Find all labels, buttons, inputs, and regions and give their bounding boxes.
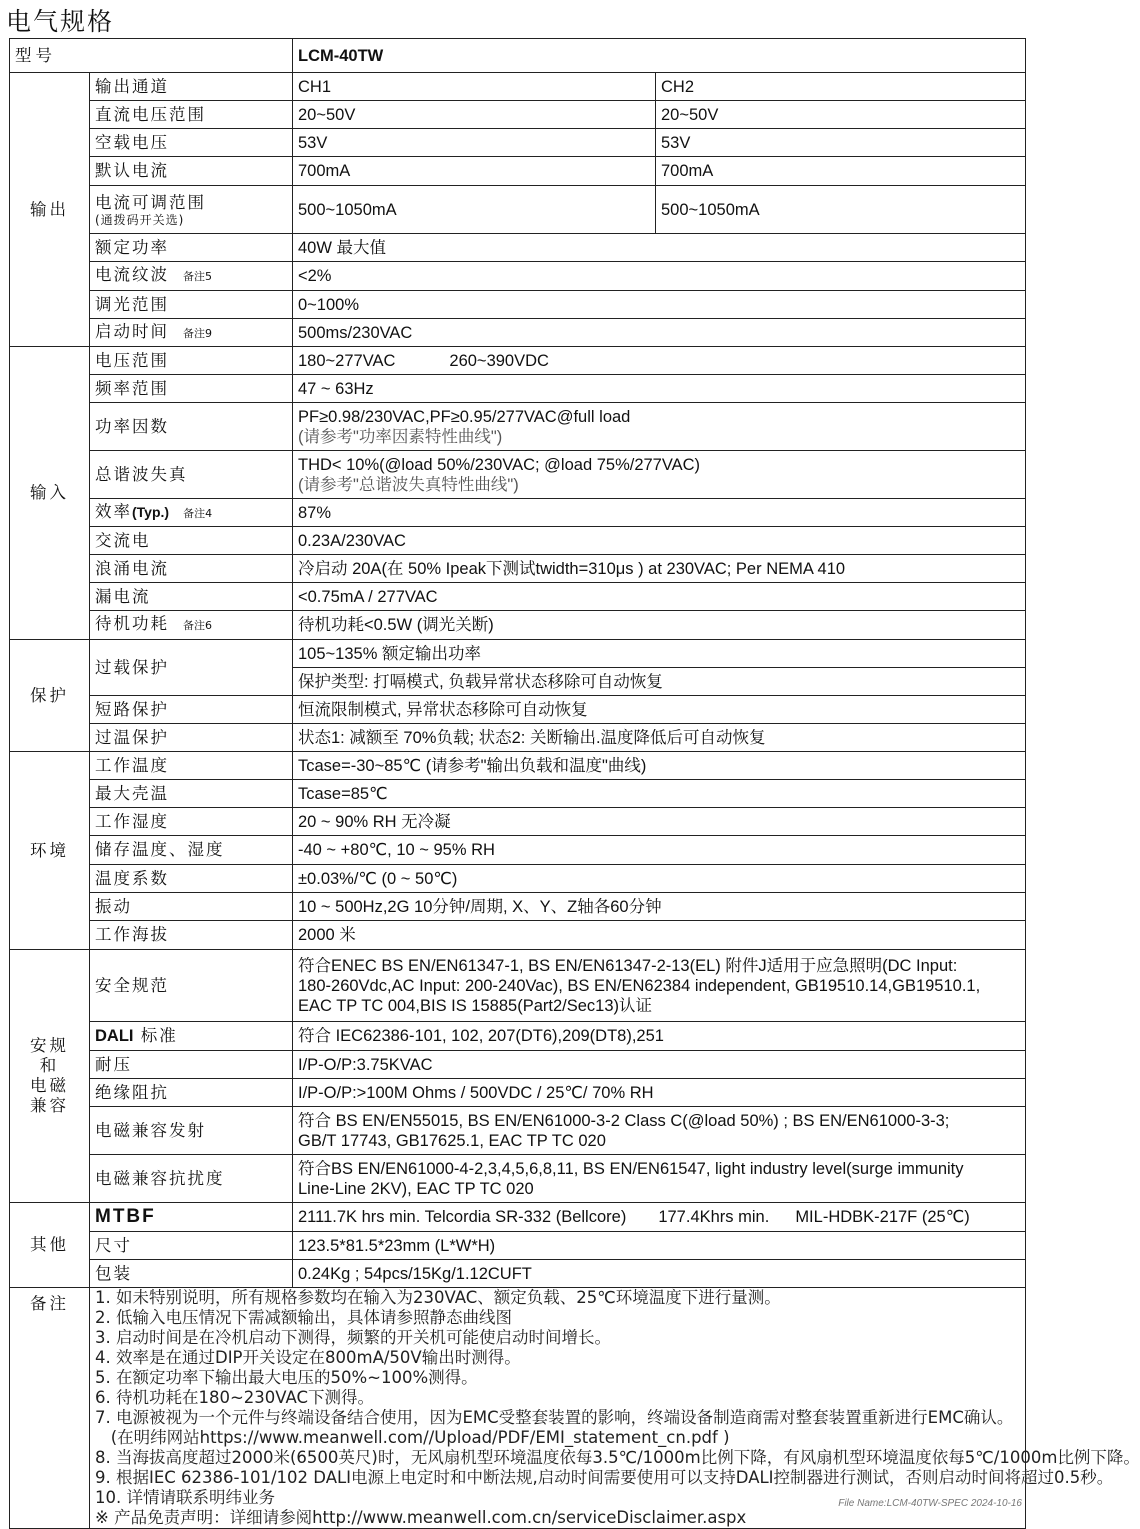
spec-table (9, 38, 1140, 1529)
safety-row-withstand (10, 1051, 1026, 1079)
value-default-current-ch2: 700mA (656, 157, 1026, 186)
note-line: (在明纬网站https://www.meanwell.com//Upload/PDF/EMI_statement_cn.pdf ) (95, 1428, 730, 1447)
value-overload-type: 保护类型: 打嗝模式, 负载异常状态移除可自动恢复 (293, 668, 1026, 696)
output-row-noload (10, 129, 1026, 157)
others-category: 其他 (10, 1203, 90, 1288)
env-row-altitude (10, 921, 1026, 950)
value-emc-emission-line2: GB/T 17743, GB17625.1, EAC TP TC 020 (298, 1131, 606, 1150)
env-row-working-temp (10, 752, 1026, 780)
label-startup-time (90, 319, 293, 347)
value-vibration: 10 ~ 500Hz,2G 10分钟/周期, X、Y、Z轴各60分钟 (293, 893, 1026, 921)
input-row-standby (10, 611, 1026, 640)
value-noload-ch1: 53V (293, 129, 656, 157)
label-default-current: 默认电流 (90, 157, 293, 186)
value-input-vdc: 260~390VDC (449, 351, 549, 370)
value-thd-line2: (请参考"总谐波失真特性曲线") (298, 475, 519, 494)
notes-category: 备注 (10, 1288, 90, 1529)
value-case-temp: Tcase=85℃ (293, 780, 1026, 808)
label-vibration: 振动 (90, 893, 293, 921)
others-row-mtbf (10, 1203, 1026, 1232)
label-leakage-current: 漏电流 (90, 583, 293, 611)
note-line: 2. 低输入电压情况下需减额输出，具体请参照静态曲线图 (95, 1308, 512, 1327)
value-thd-line1: THD< 10%(@load 50%/230VAC; @load 75%/277VAC) (298, 455, 701, 474)
value-emc-emission (293, 1107, 1026, 1155)
note-line: 4. 效率是在通过DIP开关设定在800mA/50V输出时测得。 (95, 1348, 521, 1367)
value-ac-current: 0.23A/230VAC (293, 527, 1026, 555)
note-line: 5. 在额定功率下输出最大电压的50%~100%测得。 (95, 1368, 478, 1387)
label-dimming-range: 调光范围 (90, 291, 293, 319)
label-noload-voltage: 空载电压 (90, 129, 293, 157)
safety-row-dali (10, 1022, 1026, 1051)
output-row-channel (10, 73, 1026, 101)
env-row-temp-coeff (10, 865, 1026, 893)
notes-row (10, 1288, 1026, 1529)
safety-cat-line3: 电磁 (30, 1076, 69, 1095)
page-title: 电气规格 (6, 7, 115, 36)
file-name-footer: File Name:LCM-40TW-SPEC 2024-10-16 (838, 1498, 1022, 1509)
label-dali-text: 标准 (140, 1026, 178, 1045)
value-emc-immunity (293, 1155, 1026, 1203)
value-overload-range: 105~135% 额定输出功率 (293, 640, 1026, 668)
label-dali-bold: DALI (95, 1027, 134, 1045)
value-pf-line2: (请参考"功率因素特性曲线") (298, 427, 503, 446)
others-row-packing (10, 1260, 1026, 1288)
label-dali (90, 1022, 293, 1051)
value-power-factor (293, 403, 1026, 451)
safety-row-emc-emission (10, 1107, 1026, 1155)
label-case-temp: 最大壳温 (90, 780, 293, 808)
output-row-dimming (10, 291, 1026, 319)
value-rated-power: 40W 最大值 (293, 234, 1026, 262)
value-dc-voltage-ch2: 20~50V (656, 101, 1026, 129)
label-current-range-text: 电流可调范围 (95, 192, 206, 212)
protection-row-short (10, 696, 1026, 724)
value-temp-coeff: ±0.03%/℃ (0 ~ 50℃) (293, 865, 1026, 893)
label-withstand-voltage: 耐压 (90, 1051, 293, 1079)
input-row-pf (10, 403, 1026, 451)
value-dimming-range: 0~100% (293, 291, 1026, 319)
value-current-range-ch2: 500~1050mA (656, 186, 1026, 234)
label-output-channel: 输出通道 (90, 73, 293, 101)
output-row-default-current (10, 157, 1026, 186)
protection-category: 保护 (10, 640, 90, 752)
input-row-ac-current (10, 527, 1026, 555)
output-row-current-range (10, 186, 1026, 234)
label-thd: 总谐波失真 (90, 451, 293, 499)
input-row-frequency (10, 375, 1026, 403)
safety-category (10, 950, 90, 1203)
value-emc-immunity-line2: Line-Line 2KV), EAC TP TC 020 (298, 1179, 534, 1198)
note-ref-9: 备注9 (183, 326, 212, 340)
note-ref-6: 备注6 (183, 619, 212, 632)
note-line: 6. 待机功耗在180~230VAC下测得。 (95, 1388, 375, 1407)
value-isolation: I/P-O/P:>100M Ohms / 500VDC / 25℃/ 70% RH (293, 1079, 1026, 1107)
value-working-temp: Tcase=-30~85℃ (请参考"输出负载和温度"曲线) (293, 752, 1026, 780)
value-over-temp: 状态1: 减额至 70%负载; 状态2: 关断输出.温度降低后可自动恢复 (293, 724, 1026, 752)
safety-row-standards (10, 950, 1026, 1022)
note-line: 7. 电源被视为一个元件与终端设备结合使用，因为EMC受整套装置的影响，终端设备制造商需对整套装置重新进行EMC确认。 (95, 1408, 1014, 1427)
label-standby-power (90, 611, 293, 640)
note-ref-5: 备注5 (183, 270, 212, 283)
value-default-current-ch1: 700mA (293, 157, 656, 186)
output-row-ripple (10, 262, 1026, 291)
value-emc-emission-line1: 符合 BS EN/EN55015, BS EN/EN61000-3-2 Class C(@load 50%) ; BS EN/EN61000-3-3; (298, 1111, 950, 1130)
value-current-range-ch1: 500~1050mA (293, 186, 656, 234)
env-row-vibration (10, 893, 1026, 921)
model-row (10, 39, 1026, 73)
output-row-startup (10, 319, 1026, 347)
label-mtbf: MTBF (90, 1203, 293, 1232)
value-efficiency: 87% (293, 499, 1026, 527)
value-ripple: <2% (293, 262, 1026, 291)
value-safety-line2: 180-260Vdc,AC Input: 200-240Vac), BS EN/EN62384 independent, GB19510.14,GB19510.1, (298, 976, 981, 995)
label-input-voltage: 电压范围 (90, 347, 293, 375)
label-ac-current: 交流电 (90, 527, 293, 555)
label-working-humidity: 工作湿度 (90, 808, 293, 836)
label-efficiency (90, 499, 293, 527)
label-efficiency-text: 效率 (95, 501, 132, 521)
protection-row-over-temp (10, 724, 1026, 752)
safety-row-emc-immunity (10, 1155, 1026, 1203)
value-mtbf-khrs: 177.4Khrs min. (658, 1208, 770, 1226)
label-packing: 包装 (90, 1260, 293, 1288)
note-ref-4: 备注4 (183, 506, 213, 520)
value-safety-line1: 符合ENEC BS EN/EN61347-1, BS EN/EN61347-2-13(EL) 附件J适用于应急照明(DC Input: (298, 956, 958, 975)
value-safety-line3: EAC TP TC 004,BIS IS 15885(Part2/Sec13)认证 (298, 996, 653, 1015)
label-standby-text: 待机功耗 (95, 614, 169, 633)
value-inrush-current: 冷启动 20A(在 50% Ipeak下测试twidth=310μs ) at 230VAC; Per NEMA 410 (293, 555, 1026, 583)
label-dc-voltage: 直流电压范围 (90, 101, 293, 129)
label-altitude: 工作海拔 (90, 921, 293, 950)
label-overload: 过载保护 (90, 640, 293, 696)
value-altitude: 2000 米 (293, 921, 1026, 950)
label-isolation: 绝缘阻抗 (90, 1079, 293, 1107)
label-size: 尺寸 (90, 1232, 293, 1260)
value-emc-immunity-line1: 符合BS EN/EN61000-4-2,3,4,5,6,8,11, BS EN/EN61547, light industry level(surge immunity (298, 1159, 964, 1178)
note-line: 10. 详情请联系明纬业务 (95, 1488, 275, 1507)
model-value: LCM-40TW (293, 39, 1026, 73)
value-safety-standards (293, 950, 1026, 1022)
value-mtbf-mil: MIL-HDBK-217F (25℃) (795, 1208, 970, 1226)
label-ripple (90, 262, 293, 291)
note-line: 9. 根据IEC 62386-101/102 DALI电源上电定时和中断法规,启动时间需要使用可以支持DALI控制器进行测试，否则启动时间将超过0.5秒。 (95, 1468, 1114, 1487)
label-power-factor: 功率因数 (90, 403, 293, 451)
input-row-efficiency (10, 499, 1026, 527)
value-dc-voltage-ch1: 20~50V (293, 101, 656, 129)
value-noload-ch2: 53V (656, 129, 1026, 157)
value-input-voltage (293, 347, 1026, 375)
label-efficiency-typ: (Typ.) (132, 503, 170, 520)
value-dali: 符合 IEC62386-101, 102, 207(DT6),209(DT8),251 (293, 1022, 1026, 1051)
label-over-temp: 过温保护 (90, 724, 293, 752)
input-category: 输入 (10, 347, 90, 640)
safety-cat-line4: 兼容 (30, 1096, 69, 1115)
label-current-range-sub: (通拨码开关选) (95, 212, 185, 227)
output-row-voltage (10, 101, 1026, 129)
value-mtbf (293, 1203, 1026, 1232)
output-row-rated-power (10, 234, 1026, 262)
label-emc-emission: 电磁兼容发射 (90, 1107, 293, 1155)
value-short-circuit: 恒流限制模式, 异常状态移除可自动恢复 (293, 696, 1026, 724)
label-storage: 储存温度、湿度 (90, 836, 293, 865)
label-startup-text: 启动时间 (95, 321, 169, 341)
protection-row-overload-1 (10, 640, 1026, 668)
value-frequency: 47 ~ 63Hz (293, 375, 1026, 403)
others-row-size (10, 1232, 1026, 1260)
value-ch1: CH1 (293, 73, 656, 101)
label-emc-immunity: 电磁兼容抗扰度 (90, 1155, 293, 1203)
label-frequency: 频率范围 (90, 375, 293, 403)
note-line: 1. 如未特别说明，所有规格参数均在输入为230VAC、额定负载、25℃环境温度下进行量测。 (95, 1288, 781, 1307)
model-label: 型号 (10, 39, 293, 73)
value-packing: 0.24Kg ; 54pcs/15Kg/1.12CUFT (293, 1260, 1026, 1288)
input-row-inrush (10, 555, 1026, 583)
env-row-humidity (10, 808, 1026, 836)
safety-row-isolation (10, 1079, 1026, 1107)
output-category: 输出 (10, 73, 90, 347)
value-leakage-current: <0.75mA / 277VAC (293, 583, 1026, 611)
value-withstand-voltage: I/P-O/P:3.75KVAC (293, 1051, 1026, 1079)
value-input-vac: 180~277VAC (298, 351, 396, 370)
input-row-leakage (10, 583, 1026, 611)
note-line: ※ 产品免责声明：详细请参阅http://www.meanwell.com.cn/serviceDisclaimer.aspx (95, 1508, 747, 1527)
value-pf-line1: PF≥0.98/230VAC,PF≥0.95/277VAC@full load (298, 407, 631, 426)
value-mtbf-bellcore: 2111.7K hrs min. Telcordia SR-332 (Bellcore) (298, 1208, 627, 1226)
value-working-humidity: 20 ~ 90% RH 无冷凝 (293, 808, 1026, 836)
input-row-voltage (10, 347, 1026, 375)
safety-cat-line2: 和 (39, 1056, 60, 1075)
label-inrush-current: 浪涌电流 (90, 555, 293, 583)
env-row-case-temp (10, 780, 1026, 808)
label-rated-power: 额定功率 (90, 234, 293, 262)
label-current-range (90, 186, 293, 234)
label-short-circuit: 短路保护 (90, 696, 293, 724)
environment-category: 环境 (10, 752, 90, 950)
label-safety-standards: 安全规范 (90, 950, 293, 1022)
label-ripple-text: 电流纹波 (95, 265, 169, 284)
value-standby-power: 待机功耗<0.5W (调光关断) (293, 611, 1026, 640)
value-thd (293, 451, 1026, 499)
value-ch2: CH2 (656, 73, 1026, 101)
notes-content (90, 1288, 1140, 1529)
safety-cat-line1: 安规 (30, 1036, 69, 1055)
note-line: 8. 当海拔高度超过2000米(6500英尺)时，无风扇机型环境温度依每3.5℃/1000m比例下降，有风扇机型环境温度依每5℃/1000m比例下降。 (95, 1448, 1140, 1467)
label-temp-coeff: 温度系数 (90, 865, 293, 893)
input-row-thd (10, 451, 1026, 499)
value-startup-time: 500ms/230VAC (293, 319, 1026, 347)
value-storage: -40 ~ +80℃, 10 ~ 95% RH (293, 836, 1026, 865)
label-working-temp: 工作温度 (90, 752, 293, 780)
value-size: 123.5*81.5*23mm (L*W*H) (293, 1232, 1026, 1260)
env-row-storage (10, 836, 1026, 865)
note-line: 3. 启动时间是在冷机启动下测得，频繁的开关机可能使启动时间增长。 (95, 1328, 611, 1347)
